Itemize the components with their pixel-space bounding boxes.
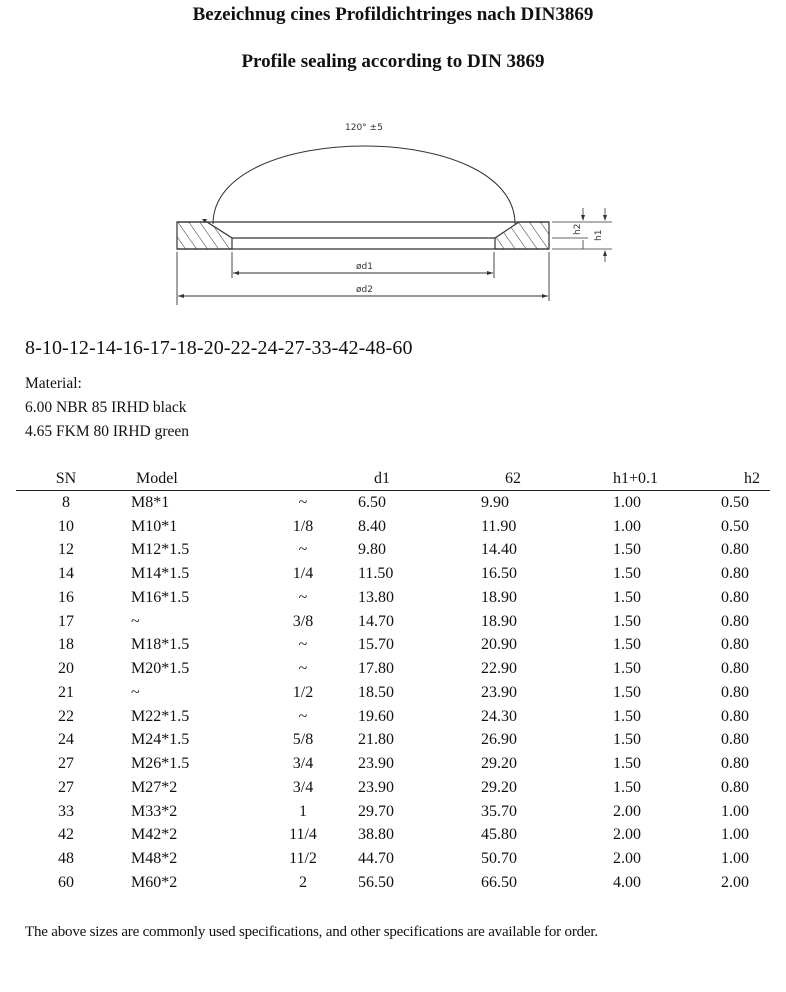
cell-h1: 1.50: [613, 660, 641, 678]
cell-thread: ~: [298, 660, 308, 678]
cell-d2: 11.90: [481, 517, 517, 535]
cell-d1: 19.60: [358, 707, 394, 725]
material-item: 6.00 NBR 85 IRHD black: [25, 399, 187, 416]
cell-model: M18*1.5: [131, 636, 190, 654]
table-row: [16, 729, 770, 753]
table-row: [16, 800, 770, 824]
cell-d1: 29.70: [358, 802, 394, 820]
left-seal-section: [177, 222, 232, 249]
cell-sn: 48: [58, 850, 74, 868]
cell-h2: 1.00: [721, 826, 749, 844]
cell-h1: 1.50: [613, 636, 641, 654]
cell-thread: ~: [298, 541, 308, 559]
cell-sn: 14: [58, 565, 74, 583]
cell-d1: 23.90: [358, 778, 394, 796]
cell-thread: 1: [299, 802, 307, 820]
table-row: [16, 634, 770, 658]
cell-model: M42*2: [131, 826, 178, 844]
cell-model: M24*1.5: [131, 731, 190, 749]
cell-h1: 1.00: [613, 517, 641, 535]
cell-h2: 1.00: [721, 802, 749, 820]
header-d1: d1: [358, 468, 481, 491]
cell-d2: 29.20: [481, 755, 517, 773]
cell-sn: 18: [58, 636, 74, 654]
cell-model: M14*1.5: [131, 565, 190, 583]
cell-model: ~: [131, 683, 140, 701]
cell-d1: 11.50: [358, 565, 394, 583]
d1-label: ød1: [356, 262, 373, 272]
cell-thread: 1/8: [292, 517, 314, 535]
table-row: [16, 491, 770, 515]
footer-note: The above sizes are commonly used specifications, and other specifications are available for order.: [25, 924, 598, 940]
cell-h1: 4.00: [613, 873, 641, 891]
cell-thread: ~: [298, 588, 308, 606]
cell-d2: 29.20: [481, 778, 517, 796]
cell-h2: 0.80: [721, 778, 749, 796]
cell-sn: 16: [58, 588, 74, 606]
header-h2: h2: [721, 468, 770, 491]
cell-d2: 20.90: [481, 636, 517, 654]
seal-technical-drawing: [0, 0, 786, 330]
cell-thread: ~: [298, 707, 308, 725]
cell-d1: 13.80: [358, 588, 394, 606]
cell-d2: 35.70: [481, 802, 517, 820]
cell-sn: 60: [58, 873, 74, 891]
cell-sn: 8: [62, 493, 70, 511]
cell-d1: 56.50: [358, 873, 394, 891]
cell-h1: 1.50: [613, 707, 641, 725]
header-sn: SN: [16, 468, 116, 491]
right-seal-section: [495, 222, 549, 249]
cell-thread: 11/2: [289, 850, 317, 868]
cell-d2: 18.90: [481, 588, 517, 606]
cell-d2: 50.70: [481, 850, 517, 868]
cell-thread: 3/4: [292, 755, 314, 773]
cell-h2: 0.80: [721, 707, 749, 725]
header-thread: [248, 468, 358, 491]
cell-sn: 12: [58, 541, 74, 559]
cell-h1: 1.50: [613, 755, 641, 773]
cell-thread: 1/2: [292, 683, 314, 701]
cell-sn: 17: [58, 612, 74, 630]
table-row: [16, 539, 770, 563]
available-sizes-line: 8-10-12-14-16-17-18-20-22-24-27-33-42-48-60: [25, 337, 413, 359]
angle-label: 120° ±5: [345, 123, 383, 133]
cell-h2: 0.80: [721, 683, 749, 701]
cell-sn: 24: [58, 731, 74, 749]
cell-d2: 9.90: [481, 493, 509, 511]
cell-h2: 2.00: [721, 873, 749, 891]
cell-sn: 27: [58, 778, 74, 796]
cell-h2: 0.50: [721, 493, 749, 511]
cell-h2: 0.80: [721, 588, 749, 606]
cell-h1: 1.50: [613, 612, 641, 630]
cell-model: ~: [131, 612, 140, 630]
material-heading: Material:: [25, 375, 82, 392]
cell-h1: 1.50: [613, 778, 641, 796]
cell-d1: 8.40: [358, 517, 386, 535]
cell-thread: 3/8: [292, 612, 314, 630]
table-row: [16, 847, 770, 871]
cell-d2: 45.80: [481, 826, 517, 844]
table-row: [16, 657, 770, 681]
cell-h1: 1.00: [613, 493, 641, 511]
cell-d2: 24.30: [481, 707, 517, 725]
document-title-german: Bezeichnug cines Profildichtringes nach DIN3869: [192, 4, 594, 25]
cell-h1: 1.50: [613, 683, 641, 701]
cell-d1: 15.70: [358, 636, 394, 654]
cell-d1: 38.80: [358, 826, 394, 844]
table-row: [16, 752, 770, 776]
cell-sn: 10: [58, 517, 74, 535]
cell-d1: 9.80: [358, 541, 386, 559]
cell-d1: 14.70: [358, 612, 394, 630]
table-row: [16, 681, 770, 705]
cell-h2: 0.80: [721, 755, 749, 773]
header-h1: h1+0.1: [613, 468, 721, 491]
cell-model: M22*1.5: [131, 707, 190, 725]
table-header-row: [16, 468, 770, 491]
cell-h1: 2.00: [613, 850, 641, 868]
cell-model: M20*1.5: [131, 660, 190, 678]
cell-model: M26*1.5: [131, 755, 190, 773]
cell-d2: 14.40: [481, 541, 517, 559]
header-model: Model: [116, 468, 248, 491]
cell-h2: 0.80: [721, 541, 749, 559]
cell-d2: 18.90: [481, 612, 517, 630]
cell-d2: 66.50: [481, 873, 517, 891]
cell-sn: 33: [58, 802, 74, 820]
cell-h1: 2.00: [613, 826, 641, 844]
cell-model: M8*1: [131, 493, 170, 511]
cell-d2: 23.90: [481, 683, 517, 701]
cell-thread: 5/8: [292, 731, 314, 749]
table-row: [16, 586, 770, 610]
cell-model: M16*1.5: [131, 588, 190, 606]
cell-thread: ~: [298, 493, 308, 511]
header-d2: 62: [481, 468, 613, 491]
cell-sn: 27: [58, 755, 74, 773]
material-item: 4.65 FKM 80 IRHD green: [25, 423, 190, 440]
cell-h1: 1.50: [613, 541, 641, 559]
cell-model: M10*1: [131, 517, 178, 535]
cell-d1: 17.80: [358, 660, 394, 678]
cell-h2: 0.80: [721, 565, 749, 583]
table-row: [16, 515, 770, 539]
cell-h1: 1.50: [613, 731, 641, 749]
cell-thread: 11/4: [289, 826, 317, 844]
cell-sn: 42: [58, 826, 74, 844]
d2-label: ød2: [356, 285, 373, 295]
cell-model: M48*2: [131, 850, 178, 868]
cell-thread: 2: [299, 873, 307, 891]
table-row: [16, 776, 770, 800]
cell-h2: 1.00: [721, 850, 749, 868]
table-row: [16, 610, 770, 634]
cell-d1: 44.70: [358, 850, 394, 868]
document-title-english: Profile sealing according to DIN 3869: [241, 51, 545, 72]
cell-model: M33*2: [131, 802, 178, 820]
cell-d2: 26.90: [481, 731, 517, 749]
cell-d2: 16.50: [481, 565, 517, 583]
cell-d1: 21.80: [358, 731, 394, 749]
cell-model: M27*2: [131, 778, 178, 796]
cell-sn: 21: [58, 683, 74, 701]
h1-label: h1: [594, 229, 604, 241]
cell-h2: 0.80: [721, 612, 749, 630]
cell-d1: 18.50: [358, 683, 394, 701]
cell-d1: 6.50: [358, 493, 386, 511]
cell-sn: 22: [58, 707, 74, 725]
cell-h2: 0.80: [721, 636, 749, 654]
cell-thread: ~: [298, 636, 308, 654]
table-row: [16, 705, 770, 729]
cell-thread: 3/4: [292, 778, 314, 796]
cell-h2: 0.50: [721, 517, 749, 535]
cell-d1: 23.90: [358, 755, 394, 773]
cell-h2: 0.80: [721, 660, 749, 678]
cell-model: M12*1.5: [131, 541, 190, 559]
cell-h1: 2.00: [613, 802, 641, 820]
cell-sn: 20: [58, 660, 74, 678]
table-row: [16, 871, 770, 895]
table-row: [16, 824, 770, 848]
h2-label: h2: [573, 223, 583, 235]
specification-table: [16, 468, 770, 895]
cell-h2: 0.80: [721, 731, 749, 749]
cell-thread: 1/4: [292, 565, 314, 583]
table-row: [16, 562, 770, 586]
cell-model: M60*2: [131, 873, 178, 891]
cell-d2: 22.90: [481, 660, 517, 678]
angle-arc: [213, 146, 515, 224]
cell-h1: 1.50: [613, 588, 641, 606]
cell-h1: 1.50: [613, 565, 641, 583]
